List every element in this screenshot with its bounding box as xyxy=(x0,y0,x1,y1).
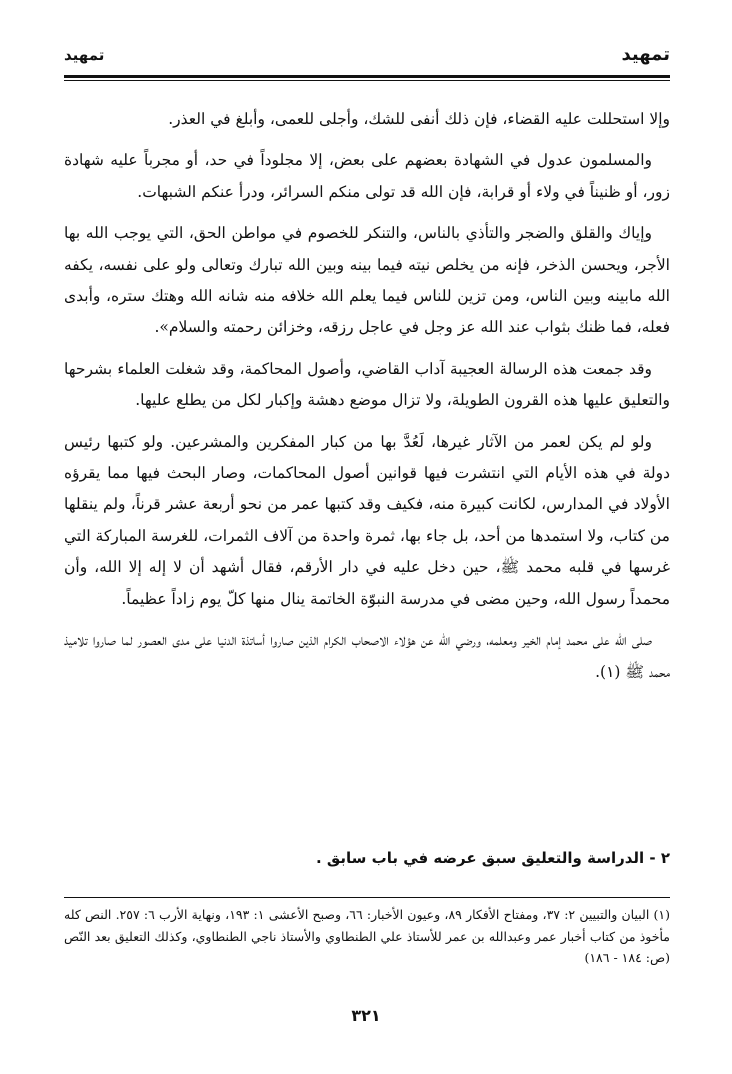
footnote-rule xyxy=(64,897,670,898)
footnote: (١) البيان والتبيين ٢: ٣٧، ومفتاح الأفكار ٨٩، وعيون الأخبار: ٦٦، وصبح الأعشى ١: ١٩٣، ونهاية الأرب ٦: ٢٥٧. النص كله مأخوذ من كتاب أخبار عمر وعبدالله بن عمر للأستاذ علي الطنطاوي والأستاذ ناجي الطنطاوي، وكذلك التعليق بعد النّص (ص: ١٨٤ - ١٨٦) xyxy=(64,907,670,965)
paragraph: وإلا استحللت عليه القضاء، فإن ذلك أنفى للشك، وأجلى للعمى، وأبلغ في العذر. xyxy=(168,110,670,128)
running-header xyxy=(64,40,670,76)
paragraph: ولو لم يكن لعمر من الآثار غيرها، لَعُدَّ بها من كبار المفكرين والمشرعين. ولو كتبها رئيس دولة في هذه الأيام التي انتشرت فيها قوانين أصول المحاكمات، وصار البحث فيها مما يقرؤه الأولاد في المدارس، لكانت كبيرة منه، فكيف وقد كتبها عمر من نحو أربعة عشر قرناً، ولم ينقلها من كتاب، ولا استمدها من أحد، بل جاء بها، ثمرة واحدة من آلاف الثمرات، للغرسة المباركة التي غرسها في قلبه محمد ﷺ، حين دخل عليه في دار الأرقم، فقال أشهد أن لا إله إلا الله، وأن محمداً رسول الله، وحين مضى في مدرسة النبوّة الخاتمة ينال منها كلّ يوم زاداً عظيماً. xyxy=(64,432,670,608)
paragraph: وقد جمعت هذه الرسالة العجيبة آداب القاضي، وأصول المحاكمة، وقد شغلت العلماء بشرحها والتعليق عليها هذه القرون الطويلة، ولا تزال موضع دهشة وإكبار لكل من يطلع عليها. xyxy=(64,359,670,410)
section-note: ٢ - الدراسة والتعليق سبق عرضه في باب سابق . xyxy=(315,849,670,867)
page-number: ٣٢١ xyxy=(351,1006,381,1025)
chapter-title: تمهيد xyxy=(621,44,670,65)
main-text xyxy=(64,104,670,698)
header-rule xyxy=(64,75,670,78)
paragraph: والمسلمون عدول في الشهادة بعضهم على بعض، إلا مجلوداً في حد، أو مجرباً عليه شهادة زور، أو ظنيناً في ولاء أو قرابة، فإن الله قد تولى منكم السرائر، ودرأ عنكم الشبهات. xyxy=(64,151,670,201)
header-rule-thin xyxy=(64,80,670,81)
section-title: تمهيد xyxy=(64,46,105,64)
paragraph: صلى الله على محمد إمام الخير ومعلمه، ورضي الله عن هؤلاء الاصحاب الكرام الذين صاروا أساتذة الدنيا على مدى العصور لما صاروا تلاميذ محمد ﷺ (١). xyxy=(64,631,670,681)
paragraph: وإياك والقلق والضجر والتأذي بالناس، والتنكر للخصوم في مواطن الحق، التي يوجب الله بها الأجر، ويحسن الذخر، فإنه من يخلص نيته فيما بينه وبين الله تبارك وتعالى ولو على نفسه، يكفه الله مابينه وبين الناس، ومن تزين للناس فيما يعلم الله خلافه منه شانه الله وهتك ستره، وأبدى فعله، فما ظنك بثواب عند الله عز وجل في عاجل رزقه، وخزائن رحمته والسلام». xyxy=(64,224,670,337)
